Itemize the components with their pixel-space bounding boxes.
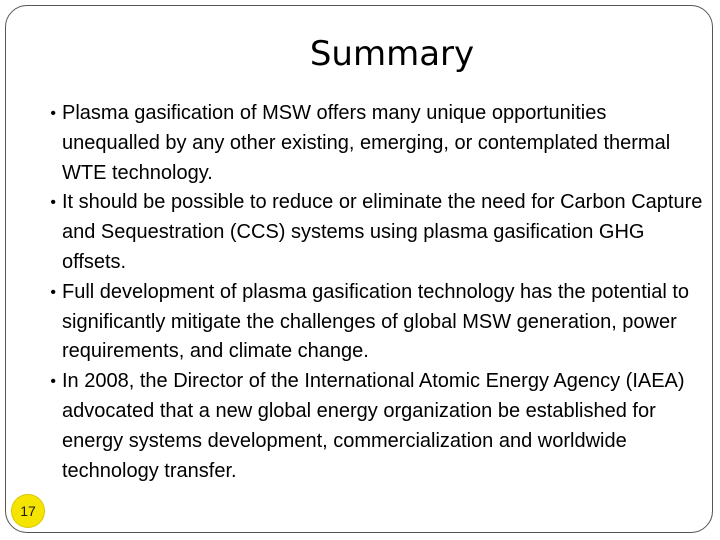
bullet-item — [26, 367, 706, 486]
bullet-text: Full development of plasma gasification technology has the potential to significantly mitigate the challenges of global MSW generation, power requirements, and climate change. — [62, 280, 690, 363]
bullet-icon: • — [50, 194, 56, 212]
page-number-badge: 17 — [11, 494, 45, 528]
bullet-icon: • — [50, 373, 56, 391]
bullet-icon: • — [50, 283, 56, 301]
bullet-item — [26, 278, 706, 367]
bullet-item — [26, 99, 706, 188]
bullet-list — [26, 99, 706, 486]
bullet-text: It should be possible to reduce or eliminate the need for Carbon Capture and Sequestration (CCS) systems using plasma gasification GHG offsets. — [62, 191, 703, 273]
slide-title: Summary — [309, 34, 475, 74]
bullet-icon: • — [50, 105, 56, 122]
bullet-text: Plasma gasification of MSW offers many unique opportunities unequalled by any other existing, emerging, or contemplated thermal WTE technology. — [62, 102, 671, 184]
bullet-item — [26, 188, 706, 277]
bullet-text: In 2008, the Director of the International Atomic Energy Agency (IAEA) advocated that a new global energy organization be established for energy systems development, commercialization and worldwide technology transfer. — [62, 370, 685, 482]
